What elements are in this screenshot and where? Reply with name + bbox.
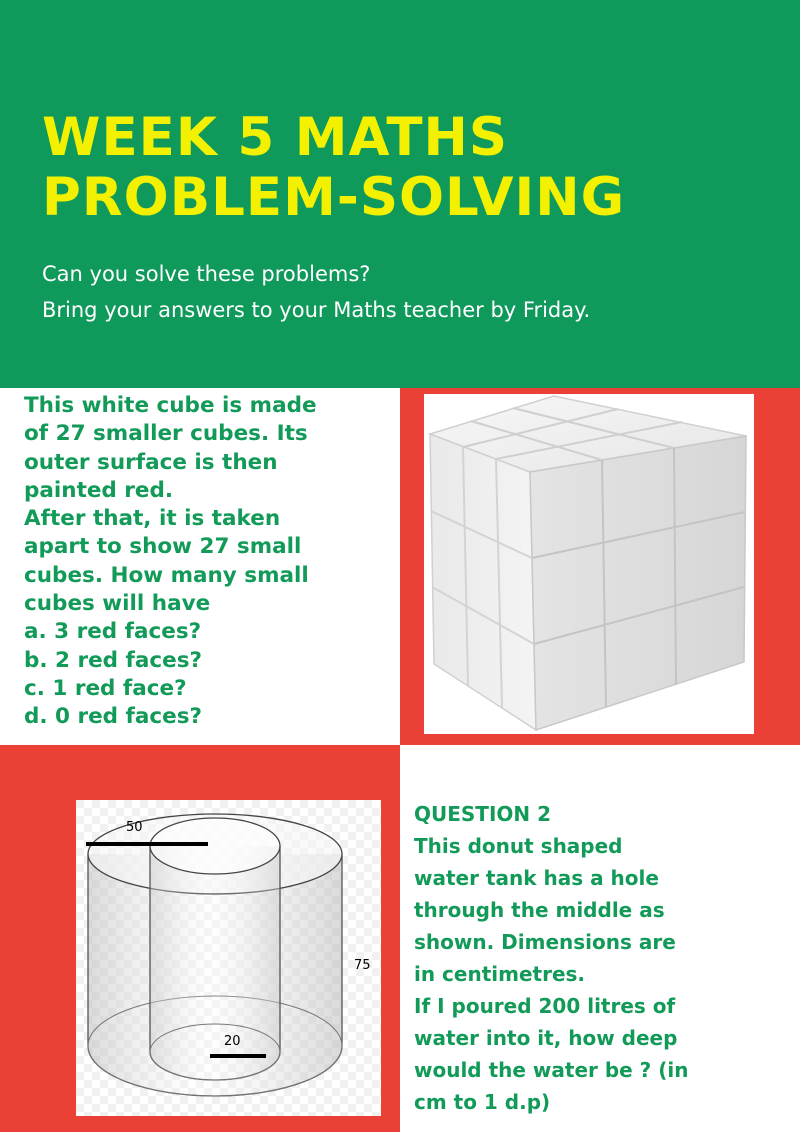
question-line: water tank has a hole <box>414 866 659 890</box>
question-2-text <box>414 798 794 1118</box>
header-banner <box>0 0 800 388</box>
donut-tank-diagram <box>76 800 381 1116</box>
question-line: through the middle as <box>414 898 665 922</box>
question-line: cm to 1 d.p) <box>414 1090 551 1114</box>
question-heading: QUESTION 2 <box>414 802 552 826</box>
worksheet-instructions <box>42 256 590 328</box>
question-line: of 27 smaller cubes. Its <box>24 421 308 447</box>
instruction-line: Bring your answers to your Maths teacher by Friday. <box>42 298 591 322</box>
question-line: If I poured 200 litres of <box>414 994 676 1018</box>
question-line: in centimetres. <box>414 962 586 986</box>
answer-option-d: d. 0 red faces? <box>24 704 203 730</box>
question-1-text <box>24 392 394 732</box>
question-line: outer surface is then <box>24 449 278 475</box>
question-line: shown. Dimensions are <box>414 930 676 954</box>
cylinder-diagram <box>76 800 381 1116</box>
question-line: This white cube is made <box>24 393 317 418</box>
answer-option-b: b. 2 red faces? <box>24 647 203 673</box>
question-line: water into it, how deep <box>414 1026 678 1050</box>
white-cube-image <box>424 394 754 734</box>
question-line: cubes will have <box>24 591 211 617</box>
question-line: cubes. How many small <box>24 562 309 588</box>
instruction-line: Can you solve these problems? <box>42 262 371 286</box>
answer-option-a: a. 3 red faces? <box>24 619 202 645</box>
question-line: This donut shaped <box>414 834 623 858</box>
question-line: After that, it is taken <box>24 506 281 532</box>
cube-illustration <box>424 394 754 734</box>
outer-radius-label: 50 <box>126 820 143 835</box>
title-line: WEEK 5 MATHS <box>42 107 509 168</box>
title-line: PROBLEM-SOLVING <box>42 167 626 228</box>
height-label: 75 <box>354 958 371 973</box>
question-line: apart to show 27 small <box>24 534 302 560</box>
question-line: painted red. <box>24 477 174 503</box>
inner-radius-label: 20 <box>224 1034 241 1049</box>
answer-option-c: c. 1 red face? <box>24 675 187 701</box>
question-line: would the water be ? (in <box>414 1058 689 1082</box>
worksheet-title <box>42 108 625 228</box>
